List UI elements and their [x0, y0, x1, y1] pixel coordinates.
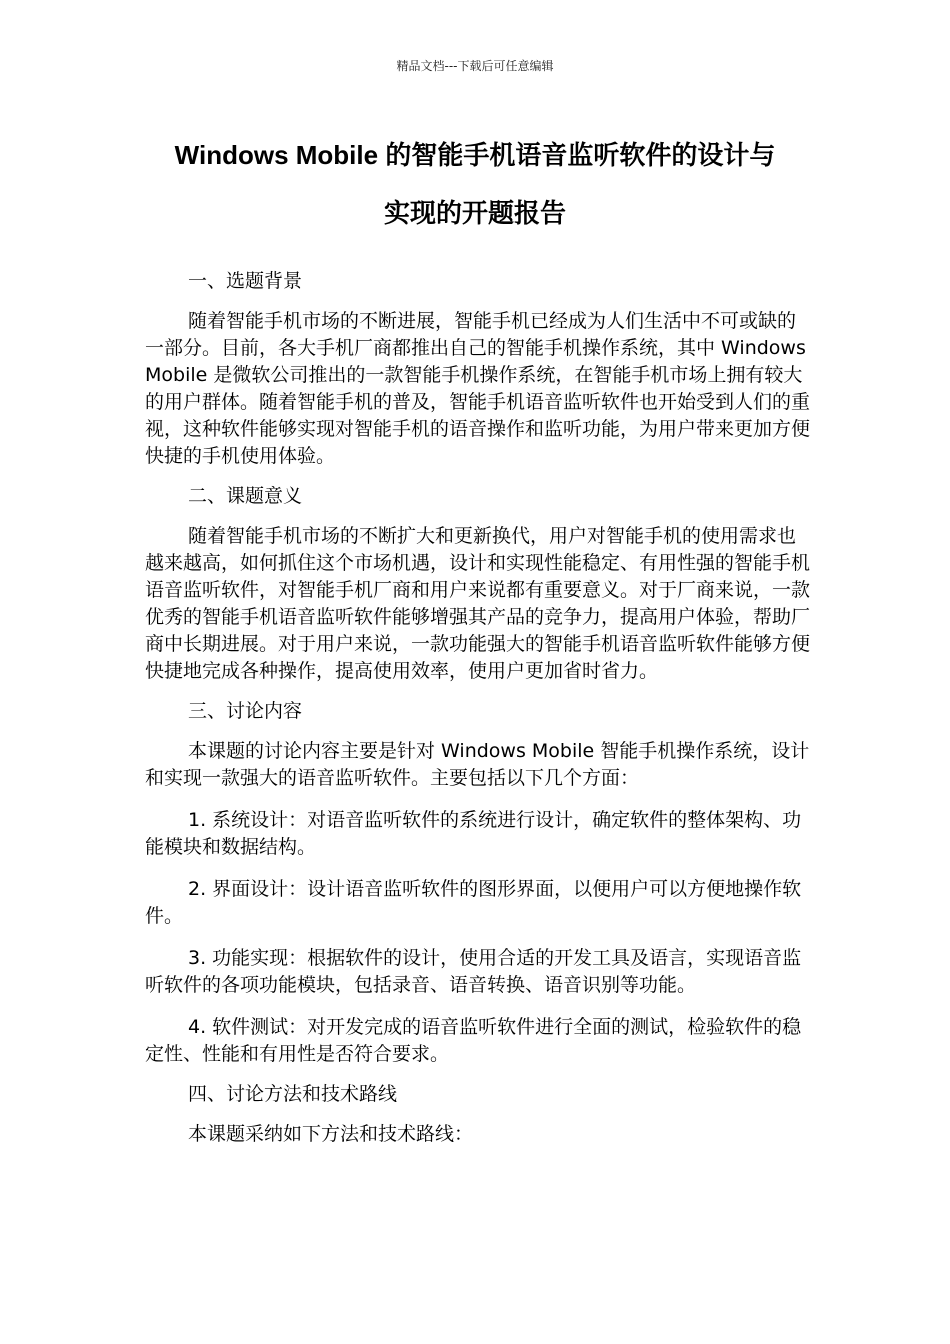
list-item-implementation: 3. 功能实现：根据软件的设计，使用合适的开发工具及语言，实现语音监听软件的各项功能模块，包括录音、语音转换、语音识别等功能。 — [145, 947, 802, 996]
list-item-testing: 4. 软件测试：对开发完成的语音监听软件进行全面的测试，检验软件的稳定性、性能和有用性是否符合要求。 — [145, 1016, 802, 1065]
section-heading-background: 一、选题背景 — [188, 270, 303, 292]
list-item-system-design: 1. 系统设计：对语音监听软件的系统进行设计，确定软件的整体架构、功能模块和数据结构。 — [145, 809, 802, 858]
paragraph-background: 随着智能手机市场的不断进展，智能手机已经成为人们生活中不可或缺的一部分。目前，各大手机厂商都推出自己的智能手机操作系统，其中 Windows Mobile 是微软公司推出的一款智能手机操作系统，在智能手机市场上拥有较大的用户群体。随着智能手机的普及，智能手机语音监听软件也开始受到人们的重视，这种软件能够实现对智能手机的语音操作和监听功能，为用户带来更加方便快捷的手机使用体验。 — [145, 310, 811, 467]
document-body — [145, 268, 810, 1148]
paragraph-significance: 随着智能手机市场的不断扩大和更新换代，用户对智能手机的使用需求也越来越高，如何抓住这个市场机遇，设计和实现性能稳定、有用性强的智能手机语音监听软件，对智能手机厂商和用户来说都有重要意义。对于厂商来说，一款优秀的智能手机语音监听软件能够增强其产品的竞争力，提高用户体验，帮助厂商中长期进展。对于用户来说，一款功能强大的智能手机语音监听软件能够方便快捷地完成各种操作，提高使用效率，使用户更加省时省力。 — [145, 525, 811, 682]
section-heading-methods: 四、讨论方法和技术路线 — [188, 1083, 398, 1105]
section-heading-significance: 二、课题意义 — [188, 485, 303, 507]
document-title-line-1: Windows Mobile 的智能手机语音监听软件的设计与 — [174, 140, 776, 170]
list-item-ui-design: 2. 界面设计：设计语音监听软件的图形界面，以便用户可以方便地操作软件。 — [145, 878, 802, 927]
section-heading-research-content: 三、讨论内容 — [188, 700, 303, 722]
header-note: 精品文档---下载后可任意编辑 — [396, 59, 554, 73]
paragraph-methods: 本课题采纳如下方法和技术路线： — [188, 1123, 474, 1145]
paragraph-research-content: 本课题的讨论内容主要是针对 Windows Mobile 智能手机操作系统，设计和实现一款强大的语音监听软件。主要包括以下几个方面： — [145, 740, 810, 789]
document-title-line-2: 实现的开题报告 — [383, 198, 566, 228]
